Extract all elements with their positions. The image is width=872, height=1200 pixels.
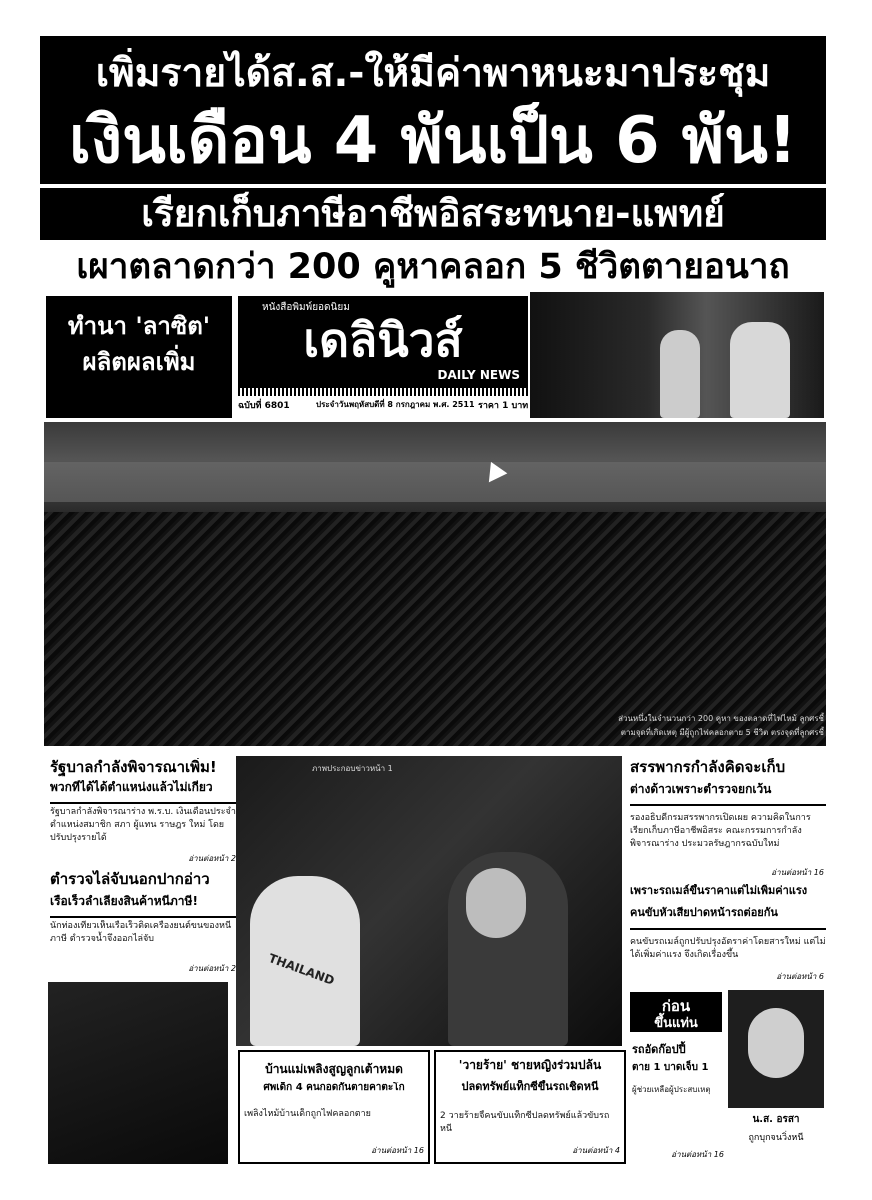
headline-4: เผาตลาดกว่า 200 คูหาคลอก 5 ชีวิตตายอนาถ [76,247,790,287]
left-story-1-body: รัฐบาลกำลังพิจารณาร่าง พ.ร.บ. เงินเดือนประจำตำแหน่งสมาชิก สภา ผู้แทน ราษฎร ใหม่ โดยปรับปรุงรายได้ [50,807,236,844]
main-photo-caption-1: ส่วนหนึ่งในจำนวนกว่า 200 คูหา ของตลาดที่ไฟไหม้ ลูกศรชี้ [618,714,824,723]
shirt-text: THAILAND [266,951,337,988]
bottom-mid-headline-2: ศพเด็ก 4 คนกอดกันตายคาตะโก [263,1082,405,1093]
right-story-2-body: คนขับรถเมล์ถูกปรับปรุงอัตราค่าโดยสารใหม่ แต่ไม่ได้เพิ่มค่าแรง จึงเกิดเรื่องขึ้น [630,937,826,961]
main-photo-caption-2: ตามจุดที่เกิดเหตุ มีผู้ถูกไฟคลอกตาย 5 ชีวิต ตรงจุดที่ลูกศรชี้ [620,728,824,737]
photo-face-right [466,868,526,938]
photo-figure-1 [660,330,700,418]
right-story-1-body: รองอธิบดีกรมสรรพากรเปิดเผย ความคิดในการเรียกเก็บภาษีอาชีพอิสระ คณะกรรมการกำลังพิจารณาร่าง ประมวลรัษฎากรฉบับใหม่ [630,813,811,850]
masthead-date: ประจำวันพฤหัสบดีที่ 8 กรกฎาคม พ.ศ. 2511 [316,400,475,409]
bottom-mid-headline-1: บ้านแม่เพลิงสูญลูกเต้าหมด [265,1062,403,1076]
portrait-face [748,1008,804,1078]
right-story-2-continued[interactable]: อ่านต่อหน้า 6 [776,972,824,981]
masthead-price: ราคา 1 บาท [478,401,529,411]
left-story-2-headline-2: เรือเร็วลำเลียงสินค้าหนีภาษี! [50,894,198,908]
masthead-barcode-strip [238,388,528,396]
left-story-1-continued[interactable]: อ่านต่อหน้า 2 [188,854,236,863]
masthead-issue: ฉบับที่ 6801 [238,401,290,411]
photo-figure-2 [730,322,790,418]
photo-river [44,462,826,502]
box-news-item-2: ตาย 1 บาดเจ็บ 1 [632,1062,709,1073]
right-story-2-rule [630,928,826,930]
portrait-photo [728,990,824,1108]
box-news-title-1: ก่อน [661,997,691,1015]
bottom-right-headline-1: 'วายร้าย' ชายหญิงร่วมปล้น [458,1058,602,1072]
left-bottom-photo [48,982,228,1164]
bottom-right-continued[interactable]: อ่านต่อหน้า 4 [572,1146,620,1155]
right-story-1-rule [630,804,826,806]
masthead-tagline: หนังสือพิมพ์ยอดนิยม [262,302,350,313]
left-story-2-continued[interactable]: อ่านต่อหน้า 2 [188,964,236,973]
box-news-body: ผู้ช่วยเหลือผู้ประสบเหตุ [632,1085,711,1094]
left-story-1-headline-2: พวกที่ได้ได้ตำแหน่งแล้วไม่เกี่ยว [50,780,213,794]
middle-photo [236,756,622,1046]
main-fire-photo [44,422,826,746]
portrait-caption-1: น.ส. อรสา [752,1114,800,1125]
right-story-2-headline-1: เพราะรถเมล์ขึ้นราคาแต่ไม่เพิ่มค่าแรง [630,884,808,897]
headline-3: เรียกเก็บภาษีอาชีพอิสระทนาย-แพทย์ [141,192,725,235]
bottom-right-headline-2: ปลดทรัพย์แท็กซี่ขึ้นรถเชิดหนี [461,1080,599,1093]
headline-1: เพิ่มรายได้ส.ส.-ให้มีค่าพาหนะมาประชุม [95,51,771,96]
teaser-line-2: ผลิตผลเพิ่ม [82,348,196,376]
portrait-caption-2: ถูกบุกจนวิ่งหนี [748,1133,804,1143]
masthead-name: เดลินิวส์ [303,314,463,366]
masthead-english: DAILY NEWS [437,368,520,382]
middle-photo-caption: ภาพประกอบข่าวหน้า 1 [312,764,393,773]
left-story-2-headline-1: ตำรวจไล่จับนอกปากอ่าว [50,870,210,888]
right-story-2-headline-2: คนขับหัวเสียปาดหน้ารถต่อยกัน [630,906,778,919]
left-story-2-rule [50,916,236,918]
box-news-continued[interactable]: อ่านต่อหน้า 16 [671,1150,724,1159]
box-news-title-2: ขึ้นแท่น [654,1016,698,1031]
top-right-photo [530,292,824,418]
bottom-mid-continued[interactable]: อ่านต่อหน้า 16 [371,1146,424,1155]
teaser-line-1: ทำนา 'ลาซิต' [67,312,211,340]
bottom-mid-body: เพลิงไหม้บ้านเด็กถูกไฟคลอกตาย [244,1109,371,1119]
right-story-1-headline-1: สรรพากรกำลังคิดจะเก็บ [630,758,786,776]
box-news-item-1: รถอัดก๊อปปี้ [632,1043,686,1056]
left-story-1-headline-1: รัฐบาลกำลังพิจารณาเพิ่ม! [50,758,217,776]
left-story-2-body: นักท่องเที่ยวเห็นเรือเร็วติดเครื่องยนต์ขนของหนีภาษี ตำรวจน้ำจึงออกไล่จับ [50,921,232,945]
right-story-1-headline-2: ต่างด้าวเพราะตำรวจยกเว้น [630,782,772,796]
left-story-1-rule [50,802,236,804]
bottom-right-body: 2 วายร้ายจี้คนขับแท็กซี่ปลดทรัพย์แล้วขับรถหนี [440,1111,610,1135]
right-story-1-continued[interactable]: อ่านต่อหน้า 16 [771,868,824,877]
photo-rubble [44,512,826,746]
headline-2: เงินเดือน 4 พันเป็น 6 พัน! [69,104,797,178]
